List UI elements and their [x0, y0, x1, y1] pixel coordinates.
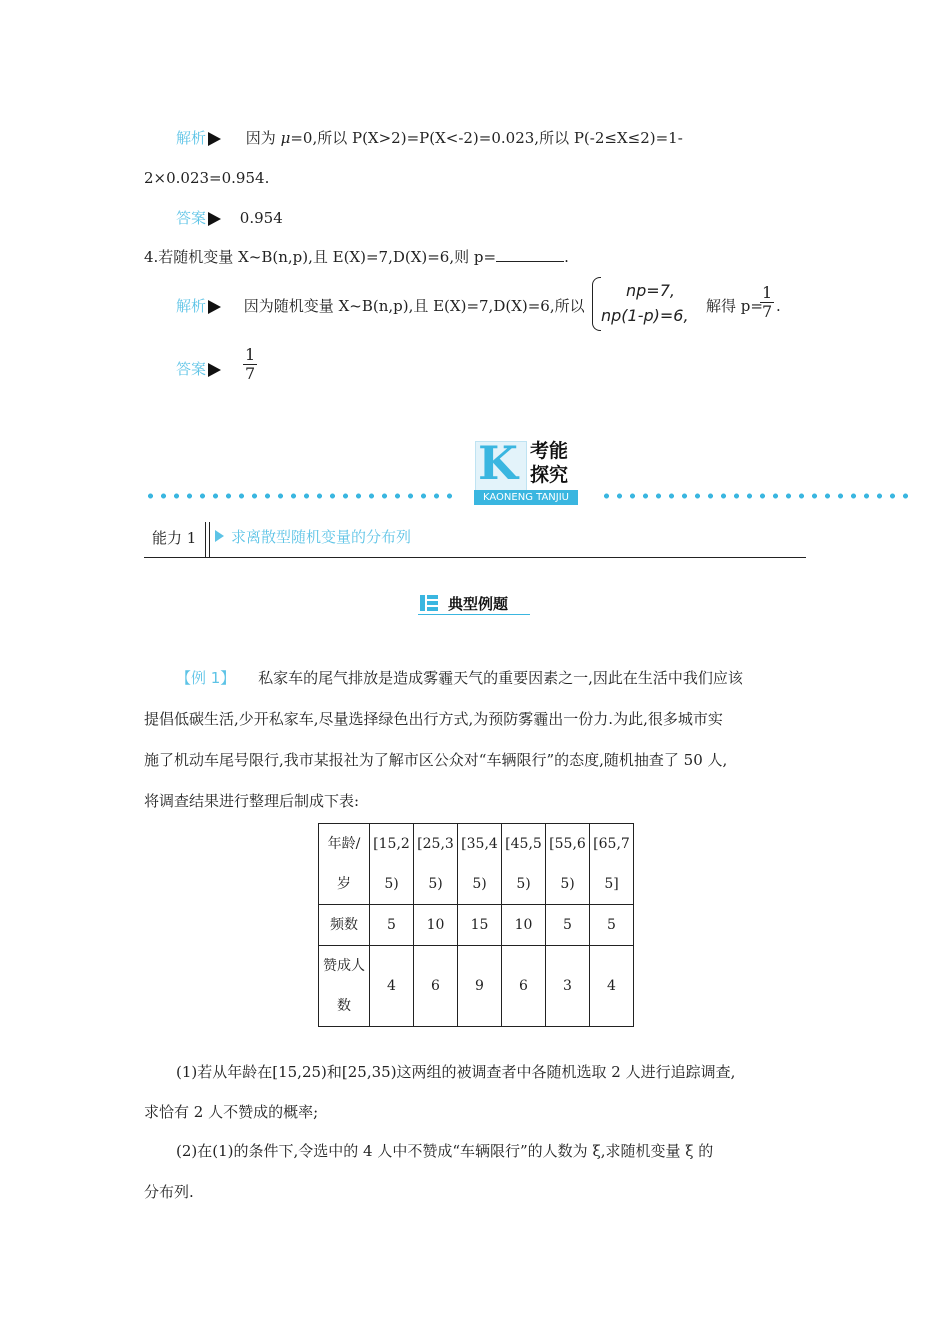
fraction-numerator: 1	[245, 345, 256, 364]
solution-text: 因为	[245, 129, 281, 147]
age-group-b: 5)	[384, 876, 399, 892]
age-group-a: [15,2	[373, 836, 410, 852]
q4-solution	[176, 295, 585, 316]
example-line-3: 施了机动车尾号限行,我市某报社为了解市区公众对“车辆限行”的态度,随机抽查了 50 人,	[144, 751, 728, 769]
table-cell	[502, 824, 546, 905]
brace-icon	[592, 277, 601, 331]
age-group-a: [45,5	[505, 836, 542, 852]
fraction	[760, 284, 774, 321]
age-group-a: [55,6	[549, 836, 586, 852]
daan-label: 答案	[176, 360, 207, 378]
answer-line	[176, 207, 283, 228]
approve-label-b: 数	[337, 998, 351, 1014]
answer-blank	[496, 260, 564, 262]
table-cell: 4	[590, 946, 634, 1027]
age-group-a: [65,7	[593, 836, 630, 852]
table-cell	[414, 824, 458, 905]
age-group-b: 5]	[604, 876, 619, 892]
daan-label: 答案	[176, 209, 207, 227]
answer-fraction	[243, 346, 257, 383]
age-group-a: [25,3	[417, 836, 454, 852]
question-end: .	[564, 248, 569, 266]
table-cell: 10	[502, 905, 546, 946]
example-line-2: 提倡低碳生活,少开私家车,尽量选择绿色出行方式,为预防雾霾出一份力.为此,很多城市实	[144, 710, 723, 728]
table-cell: 5	[590, 905, 634, 946]
solution-text: 因为随机变量 X~B(n,p),且 E(X)=7,D(X)=6,所以	[243, 297, 585, 315]
fraction-denominator: 7	[245, 364, 256, 383]
solution-result: 解得 p=	[706, 297, 763, 315]
age-group-a: [35,4	[461, 836, 498, 852]
solution-end: .	[776, 297, 781, 315]
survey-table	[318, 823, 634, 1027]
freq-label: 频数	[319, 905, 370, 946]
answer-line	[176, 358, 221, 379]
ability-title: 求离散型随机变量的分布列	[231, 528, 412, 546]
example-tag: 【例 1】	[176, 669, 236, 687]
part-1-line-2: 求恰有 2 人不赞成的概率;	[144, 1103, 319, 1121]
triangle-icon	[215, 530, 224, 542]
table-header-cell	[319, 824, 370, 905]
equation-2: np(1-p)=6,	[601, 306, 689, 325]
table-cell	[370, 824, 414, 905]
table-cell: 3	[546, 946, 590, 1027]
table-row-frequency	[319, 905, 634, 946]
ability-label: 能力 1	[152, 529, 197, 547]
banner-title-line1: 考能	[530, 440, 569, 462]
part-2-line-2: 分布列.	[144, 1183, 194, 1201]
part-2-line-1: (2)在(1)的条件下,令选中的 4 人中不赞成“车辆限行”的人数为 ξ,求随机变量 ξ 的	[176, 1142, 714, 1160]
part-1-line-1: (1)若从年龄在[15,25)和[25,35)这两组的被调查者中各随机选取 2 人进行追踪调查,	[176, 1063, 736, 1081]
example-text: 私家车的尾气排放是造成雾霾天气的重要因素之一,因此在生活中我们应该	[258, 669, 743, 687]
table-cell: 6	[502, 946, 546, 1027]
answer-value: 0.954	[239, 209, 283, 227]
table-cell: 6	[414, 946, 458, 1027]
table-row-age	[319, 824, 634, 905]
arrow-icon	[208, 212, 221, 226]
table-cell: 5	[546, 905, 590, 946]
question-4	[144, 246, 569, 267]
header-label-a: 年龄/	[327, 836, 361, 852]
table-cell	[590, 824, 634, 905]
age-group-b: 5)	[428, 876, 443, 892]
examples-heading: 典型例题	[448, 595, 509, 613]
mu-symbol: μ	[280, 129, 291, 147]
table-cell	[546, 824, 590, 905]
banner-k-letter: K	[478, 436, 518, 490]
header-label-b: 岁	[337, 876, 351, 892]
table-row-approve	[319, 946, 634, 1027]
age-group-b: 5)	[516, 876, 531, 892]
question-text: 4.若随机变量 X~B(n,p),且 E(X)=7,D(X)=6,则 p=	[144, 248, 497, 266]
solution-line-2: 2×0.023=0.954.	[144, 169, 270, 187]
fraction-denominator: 7	[762, 302, 773, 321]
dotted-divider-right	[600, 493, 910, 499]
jiexi-label: 解析	[176, 297, 207, 315]
list-icon	[420, 595, 438, 611]
arrow-icon	[208, 300, 221, 314]
fraction-numerator: 1	[762, 283, 773, 302]
banner-title	[530, 439, 568, 487]
banner-title-line2: 探究	[530, 464, 569, 486]
age-group-b: 5)	[472, 876, 487, 892]
example-line-4: 将调查结果进行整理后制成下表:	[144, 792, 360, 810]
arrow-icon	[208, 363, 221, 377]
table-cell: 15	[458, 905, 502, 946]
arrow-icon	[208, 132, 221, 146]
table-cell	[458, 824, 502, 905]
heading-underline	[418, 614, 530, 615]
equation-1: np=7,	[626, 281, 675, 300]
table-cell: 9	[458, 946, 502, 1027]
jiexi-label: 解析	[176, 129, 207, 147]
ability-underline	[144, 557, 806, 558]
dotted-divider-left	[144, 493, 454, 499]
table-cell: 10	[414, 905, 458, 946]
table-cell: 5	[370, 905, 414, 946]
approve-label	[319, 946, 370, 1027]
solution-text: =0,所以 P(X>2)=P(X<-2)=0.023,所以 P(-2≤X≤2)=1-	[290, 129, 683, 147]
example-line-1	[176, 667, 743, 688]
table-cell: 4	[370, 946, 414, 1027]
solution-line	[176, 127, 683, 148]
age-group-b: 5)	[560, 876, 575, 892]
approve-label-a: 赞成人	[323, 958, 365, 974]
banner-subtitle: KAONENG TANJIU	[474, 490, 578, 505]
